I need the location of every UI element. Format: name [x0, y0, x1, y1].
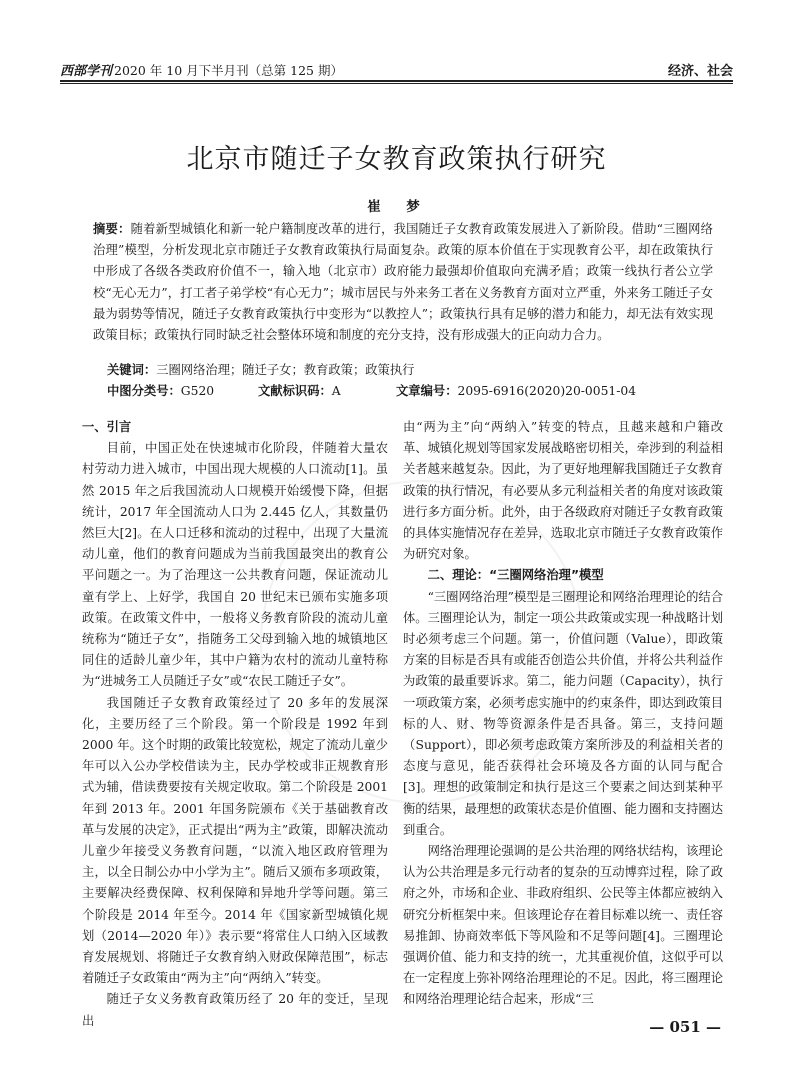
keywords-label: 关键词： [107, 362, 157, 377]
paragraph: 随迁子女义务教育政策历经了 20 年的变迁，呈现出 [82, 992, 388, 1028]
paragraph: 网络治理理论强调的是公共治理的网络状结构，该理论认为公共治理是多元行动者的复杂的互动博弈过程，除了政府之外，市场和企业、非政府组织、公民等主体都应被纳入研究分析框架中来。但该理论存在着目标难以统一、责任容易推卸、协商效率低下等风险和不足等问题[4]。三圈理论强调价值、能力和支持的统一，尤其重视价值，这似乎可以在一定程度上弥补网络治理理论的不足。因此，将三圈理论和网络治理理论结合起来，形成“三 [403, 844, 723, 1007]
keywords-text: 三圈网络治理；随迁子女；教育政策；政策执行 [156, 363, 415, 377]
author-name: 崔 梦 [367, 199, 426, 215]
doc-code-label: 文献标识码： [258, 383, 332, 398]
section-heading-intro: 一、引言 [82, 420, 132, 434]
keywords [107, 360, 414, 378]
clc-label: 中图分类号： [107, 383, 181, 398]
page-number: — 051 — [649, 1018, 721, 1036]
paragraph: “三圈网络治理”模型是三圈理论和网络治理理论的结合体。三圈理论认为，制定一项公共政策或实现一种战略计划时必须考虑三个问题。第一，价值问题（Value），即政策方案的目标是否具有或能否创造公共价值，并将公共利益作为政策的最重要诉求。第二，能力问题（Capacity），执行一项政策方案，必须考虑实施中的约束条件，即达到政策目标的人、财、物等资源条件是否具备。第三，支持问题（Support），即必须考虑政策方案所涉及的利益相关者的态度与意见，能否获得社会环境及各方面的认同与配合[3]。理想的政策制定和执行是这三个要素之间达到某种平衡的结果，最理想的政策状态是价值圈、能力圈和支持圈达到重合。 [403, 589, 723, 837]
header-rule [60, 80, 733, 84]
journal-logo: 西部学刊 [60, 64, 113, 79]
running-header [60, 58, 733, 84]
paragraph: 由“两为主”向“两纳入”转变的特点，且越来越和户籍改革、城镇化规划等国家发展战略密切相关，牵涉到的利益相关者越来越复杂。因此，为了更好地理解我国随迁子女教育政策的执行情况，有必要从多元利益相关者的角度对该政策进行多方面分析。此外，由于各级政府对随迁子女教育政策的具体实施情况存在差异，选取北京市随迁子女教育政策作为研究对象。 [403, 420, 723, 562]
classification-line [107, 381, 707, 399]
article-no-label: 文章编号： [396, 383, 458, 398]
clc-value: G520 [180, 384, 215, 398]
left-column [82, 417, 388, 1032]
section-label: 经济、社会 [667, 64, 733, 79]
article-title: 北京市随迁子女教育政策执行研究 [186, 144, 607, 175]
paragraph: 我国随迁子女教育政策经过了 20 多年的发展深化，主要历经了三个阶段。第一个阶段是 1992 年到 2000 年。这个时期的政策比较宽松，规定了流动儿童少年可以入公办学校借读为主，民办学校或非正规教育形式为辅，借读费要按有关规定收取。第二个阶段是 2001 年到 2013 年。2001 年国务院颁布《关于基础教育改革与发展的决定》，正式提出“两为主”政策，即解决流动儿童少年接受义务教育问题，“以流入地区政府管理为主，以全日制公办中小学为主”。随后又颁布多项政策，主要解决经费保障、权利保障和异地升学等问题。第三个阶段是 2014 年至今。2014 年《国家新型城镇化规划（2014—2020 年）》表示要“将常住人口纳入区域教育发展规划、将随迁子女教育纳入财政保障范围”，标志着随迁子女政策由“两为主”向“两纳入”转变。 [82, 695, 388, 986]
abstract-text: 随着新型城镇化和新一轮户籍制度改革的进行，我国随迁子女教育政策发展进入了新阶段。借助“三圈网络治理”模型，分析发现北京市随迁子女教育政策执行局面复杂。政策的原本价值在于实现教育公平，却在政策执行中形成了各级各类政府价值不一，输入地（北京市）政府能力最强却价值取向充满矛盾；政策一线执行者公立学校“无心无力”，打工者子弟学校“有心无力”；城市居民与外来务工者在义务教育方面对立严重，外来务工随迁子女最为弱势等情况，随迁子女教育政策执行中变形为“以教控人”；政策执行具有足够的潜力和能力，却无法有效实现政策目标；政策执行同时缺乏社会整体环境和制度的充分支持，没有形成强大的正向动力合力。 [93, 222, 713, 343]
section-heading-theory: 二、理论：“三圈网络治理”模型 [427, 568, 604, 583]
paragraph: 目前，中国正处在快速城市化阶段，伴随着大量农村劳动力进入城市，中国出现大规模的人口流动[1]。虽然 2015 年之后我国流动人口规模开始缓慢下降，但据统计，2017 年全国流动人口为 2.445 亿人，其数量仍然巨大[2]。在人口迁移和流动的过程中，出现了大量流动儿童，他们的教育问题成为当前我国最突出的教育公平问题之一。为了治理这一公共教育问题，保证流动儿童有学上、上好学，我国自 20 世纪末已颁布实施多项政策。在政策文件中，一般将义务教育阶段的流动儿童统称为“随迁子女”，指随务工父母到输入地的城镇地区同住的适龄儿童少年，其中户籍为农村的流动儿童特称为“进城务工人员随迁子女”或“农民工随迁子女”。 [82, 441, 388, 689]
doc-code-value: A [331, 384, 341, 398]
issue-info: 2020 年 10 月下半月刊（总第 125 期） [114, 63, 343, 78]
journal-info [60, 60, 343, 79]
abstract [93, 218, 713, 346]
right-column [403, 417, 723, 1011]
abstract-label: 摘要： [93, 221, 131, 236]
article-no-value: 2095-6916(2020)20-0051-04 [457, 384, 637, 398]
